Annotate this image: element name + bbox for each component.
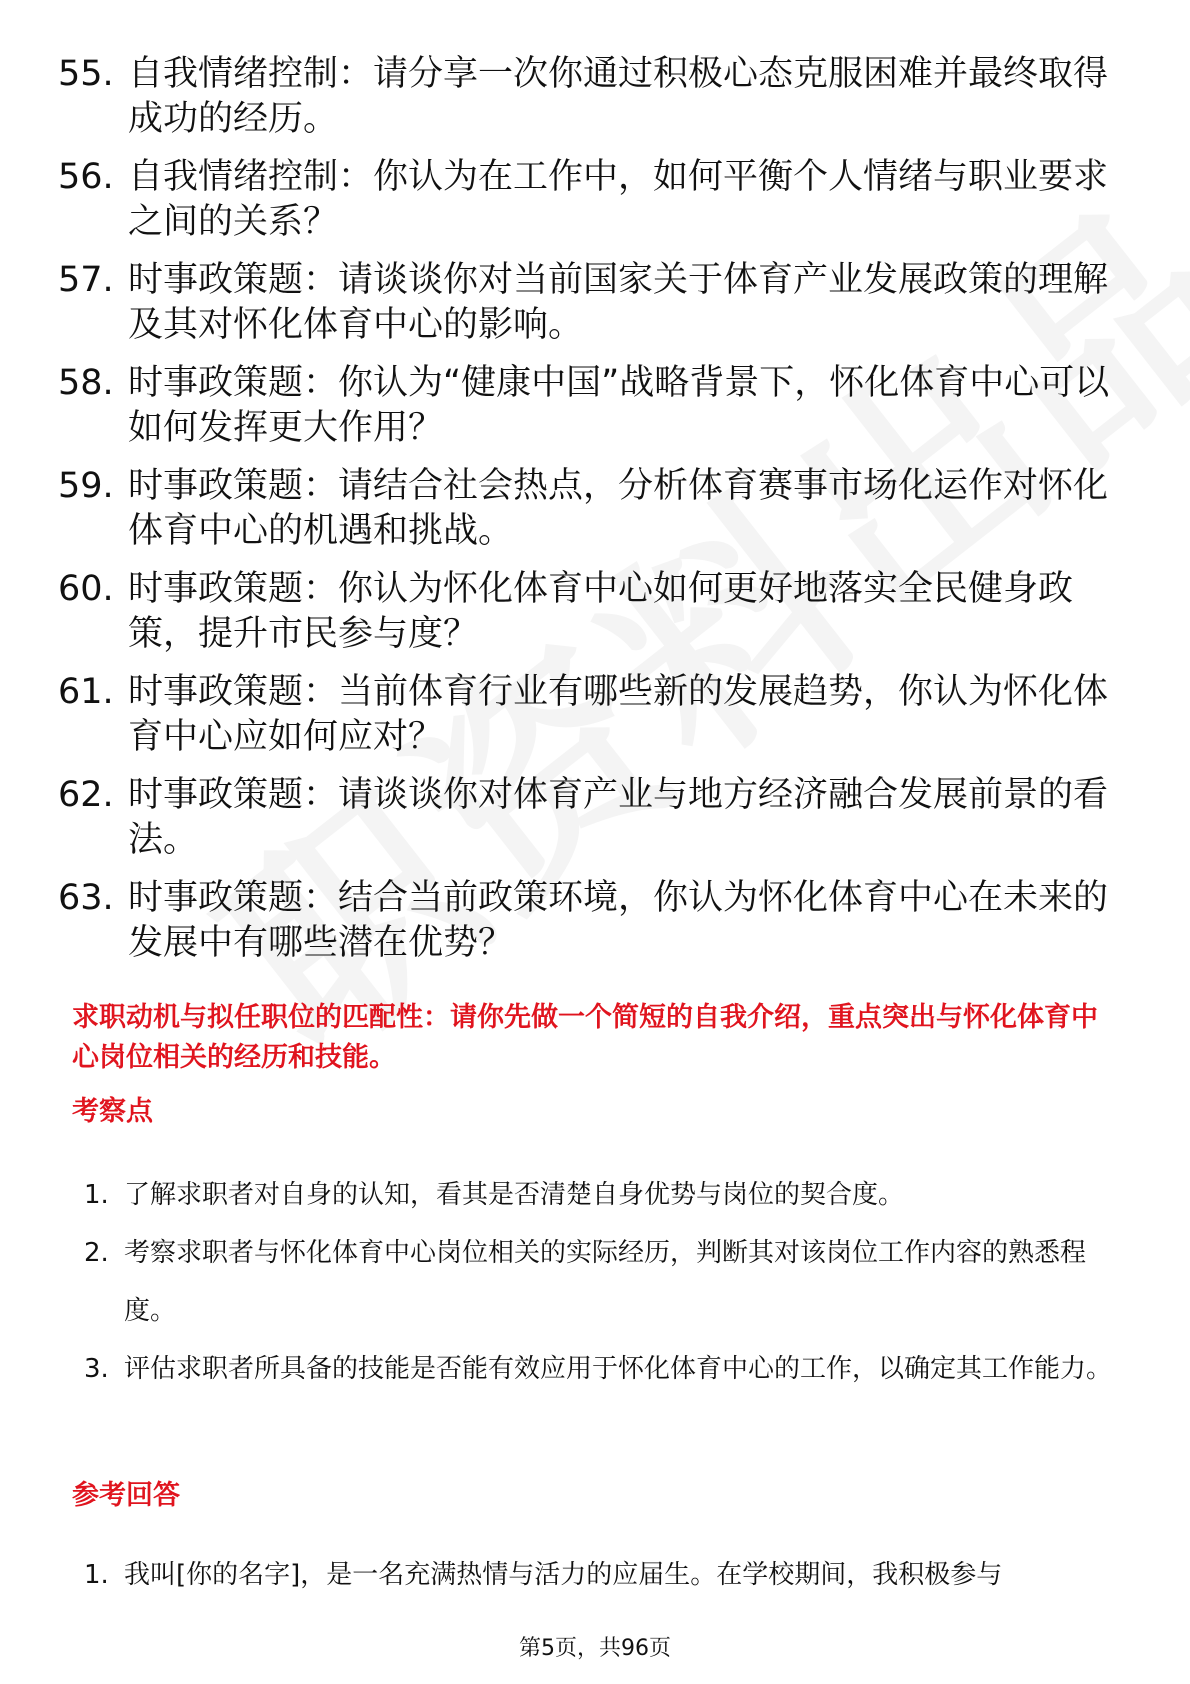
answer-label: 参考回答: [72, 1480, 180, 1511]
item-text: 我叫[你的名字]，是一名充满热情与活力的应届生。在学校期间，我积极参与: [124, 1560, 1003, 1590]
item-number: 56.: [58, 157, 114, 197]
list-item: [58, 155, 1118, 245]
list-item: [58, 361, 1118, 451]
item-text: 时事政策题：当前体育行业有哪些新的发展趋势，你认为怀化体育中心应如何应对？: [128, 672, 1109, 757]
item-text: 考察求职者与怀化体育中心岗位相关的实际经历，判断其对该岗位工作内容的熟悉程度。: [124, 1238, 1087, 1326]
item-number: 1.: [84, 1560, 109, 1590]
item-number: 58.: [58, 363, 114, 403]
item-number: 61.: [58, 672, 114, 712]
answer-points-list: [84, 1546, 1114, 1604]
list-item: [84, 1546, 1114, 1604]
item-text: 时事政策题：请谈谈你对体育产业与地方经济融合发展前景的看法。: [128, 775, 1109, 860]
item-number: 2.: [84, 1238, 109, 1268]
item-number: 60.: [58, 569, 114, 609]
question-list: [58, 52, 1118, 979]
item-text: 时事政策题：你认为“健康中国”战略背景下，怀化体育中心可以如何发挥更大作用？: [128, 363, 1110, 448]
item-number: 63.: [58, 878, 114, 918]
list-item: [84, 1166, 1114, 1224]
item-text: 时事政策题：结合当前政策环境，你认为怀化体育中心在未来的发展中有哪些潜在优势？: [128, 878, 1109, 963]
list-item: [84, 1340, 1114, 1398]
item-text: 时事政策题：请谈谈你对当前国家关于体育产业发展政策的理解及其对怀化体育中心的影响。: [128, 260, 1109, 345]
list-item: [58, 670, 1118, 760]
list-item: [58, 567, 1118, 657]
item-number: 55.: [58, 54, 114, 94]
item-number: 3.: [84, 1354, 109, 1384]
list-item: [58, 258, 1118, 348]
list-item: [58, 773, 1118, 863]
item-number: 1.: [84, 1180, 109, 1210]
item-text: 时事政策题：你认为怀化体育中心如何更好地落实全民健身政策，提升市民参与度？: [128, 569, 1074, 654]
item-text: 自我情绪控制：你认为在工作中，如何平衡个人情绪与职业要求之间的关系？: [128, 157, 1109, 242]
section-heading: 求职动机与拟任职位的匹配性：请你先做一个简短的自我介绍，重点突出与怀化体育中心岗位相关的经历和技能。: [72, 1002, 1098, 1073]
item-number: 59.: [58, 466, 114, 506]
list-item: [58, 52, 1118, 142]
item-number: 57.: [58, 260, 114, 300]
focus-points-list: [84, 1166, 1114, 1398]
list-item: [58, 464, 1118, 554]
list-item: [84, 1224, 1114, 1340]
item-text: 自我情绪控制：请分享一次你通过积极心态克服困难并最终取得成功的经历。: [128, 54, 1109, 139]
item-number: 62.: [58, 775, 114, 815]
item-text: 时事政策题：请结合社会热点，分析体育赛事市场化运作对怀化体育中心的机遇和挑战。: [128, 466, 1109, 551]
item-text: 了解求职者对自身的认知，看其是否清楚自身优势与岗位的契合度。: [124, 1180, 905, 1210]
item-text: 评估求职者所具备的技能是否能有效应用于怀化体育中心的工作，以确定其工作能力。: [124, 1354, 1113, 1384]
page-footer: 第5页，共96页: [519, 1636, 671, 1661]
list-item: [58, 876, 1118, 966]
focus-label: 考察点: [72, 1096, 153, 1127]
